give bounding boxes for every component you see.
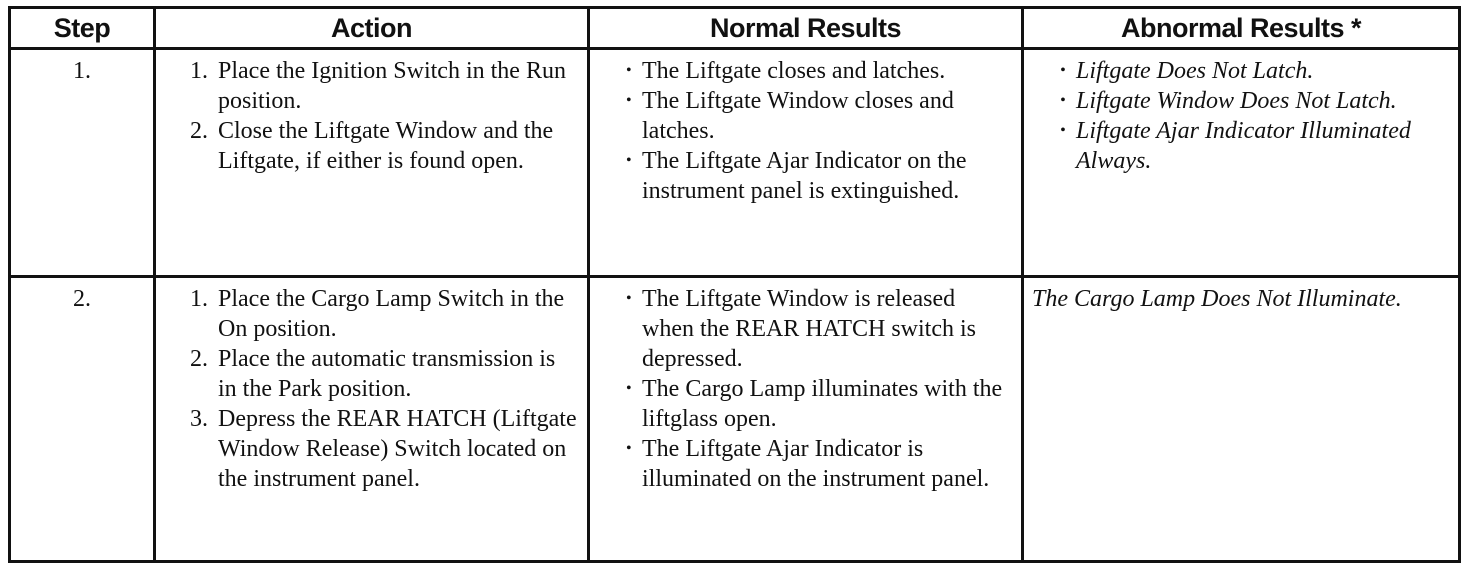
step-cell: 1.	[10, 49, 155, 277]
diagnostic-table	[8, 6, 1461, 563]
list-item: • The Liftgate closes and latches.	[642, 56, 1013, 86]
list-item	[190, 116, 579, 176]
abnormal-results-cell: The Cargo Lamp Does Not Illuminate.	[1023, 277, 1460, 562]
normal-results-cell	[589, 277, 1023, 562]
list-item: • The Liftgate Window closes and latches.	[642, 86, 1013, 146]
header-abnormal-results: Abnormal Results *	[1023, 8, 1460, 49]
item-number: 2.	[190, 346, 208, 372]
normal-results-cell	[589, 49, 1023, 277]
header-action: Action	[155, 8, 589, 49]
header-row	[10, 8, 1460, 49]
item-text: Place the Cargo Lamp Switch in the On position.	[218, 286, 565, 342]
item-number: 1.	[190, 58, 208, 84]
step-cell: 2.	[10, 277, 155, 562]
abnormal-results-list	[1032, 56, 1450, 176]
abnormal-results-cell	[1023, 49, 1460, 277]
action-list	[164, 284, 579, 494]
table-row	[10, 277, 1460, 562]
action-cell	[155, 277, 589, 562]
list-item: • Liftgate Ajar Indicator Illuminated Always.	[1076, 116, 1450, 176]
item-text: Depress the REAR HATCH (Liftgate Window Release) Switch located on the instrument panel.	[218, 406, 577, 492]
list-item: • The Liftgate Window is released when the REAR HATCH switch is depressed.	[642, 284, 1013, 374]
list-item	[190, 404, 579, 494]
header-normal-results: Normal Results	[589, 8, 1023, 49]
item-text: Place the Ignition Switch in the Run position.	[218, 58, 566, 114]
item-number: 1.	[190, 286, 208, 312]
item-text: Close the Liftgate Window and the Liftgate, if either is found open.	[218, 118, 554, 174]
normal-results-list	[598, 284, 1013, 494]
list-item	[190, 344, 579, 404]
item-number: 3.	[190, 406, 208, 432]
list-item: • Liftgate Window Does Not Latch.	[1076, 86, 1450, 116]
list-item	[190, 56, 579, 116]
list-item: • The Cargo Lamp illuminates with the liftglass open.	[642, 374, 1013, 434]
action-cell	[155, 49, 589, 277]
normal-results-list	[598, 56, 1013, 206]
list-item: • The Liftgate Ajar Indicator is illuminated on the instrument panel.	[642, 434, 1013, 494]
item-text: Place the automatic transmission is in the Park position.	[218, 346, 556, 402]
list-item: • The Liftgate Ajar Indicator on the instrument panel is extinguished.	[642, 146, 1013, 206]
list-item	[190, 284, 579, 344]
table-row	[10, 49, 1460, 277]
header-step: Step	[10, 8, 155, 49]
action-list	[164, 56, 579, 176]
item-number: 2.	[190, 118, 208, 144]
list-item: • Liftgate Does Not Latch.	[1076, 56, 1450, 86]
